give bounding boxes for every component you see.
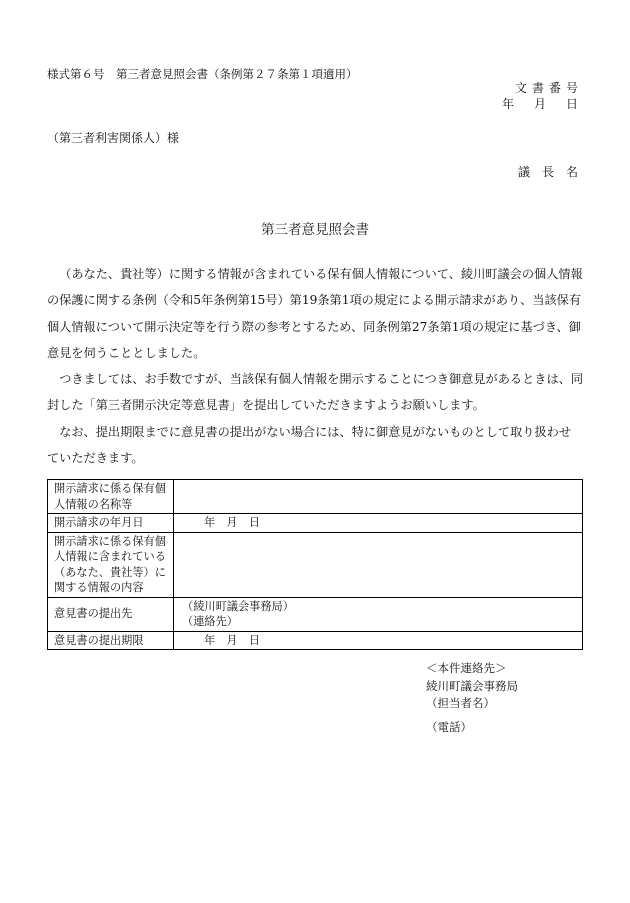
row-value-submit-to (174, 597, 583, 631)
row-value-info-name (174, 480, 583, 514)
contact-block (426, 660, 518, 736)
row-value-deadline: 年 月 日 (174, 631, 583, 650)
row-value-info-content (174, 532, 583, 597)
contact-office: 綾川町議会事務局 (426, 678, 518, 693)
row-value-request-date: 年 月 日 (174, 514, 583, 533)
document-number: 文書番号 (514, 81, 583, 95)
body-paragraph-1: （あなた、貴社等）に関する情報が含まれている保有個人情報について、綾川町議会の個人情報の保護に関する条例（令和5年条例第15号）第19条第1項の規定による開示請求があり、当該保有個人情報について開示決定等を行う際の参考とするため、同条例第27条第1項の規定に基づき、御意見を伺うこととしました。 (47, 267, 583, 360)
sender-name: 議長名 (517, 165, 590, 179)
document-date: 年 月 日 (501, 97, 582, 111)
row-label-deadline: 意見書の提出期限 (48, 631, 174, 650)
table-row (48, 532, 583, 597)
recipient: （第三者利害関係人）様 (47, 131, 180, 145)
table-row (48, 480, 583, 514)
row-label-request-date: 開示請求の年月日 (48, 514, 174, 533)
contact-phone: （電話） (426, 719, 472, 734)
submit-to-office: （綾川町議会事務局） (182, 599, 294, 613)
body-paragraph-2: つきましては、お手数ですが、当該保有個人情報を開示することにつき御意見があるときは、同封した「第三者開示決定等意見書」を提出していただきますようお願いします。 (47, 372, 584, 413)
row-label-info-name: 開示請求に係る保有個人情報の名称等 (48, 480, 174, 514)
request-info-table (47, 479, 583, 650)
table-row (48, 597, 583, 631)
table-row (48, 514, 583, 533)
row-label-info-content: 開示請求に係る保有個人情報に含まれている（あなた、貴社等）に関する情報の内容 (48, 532, 174, 597)
submit-to-contact: （連絡先） (182, 615, 238, 628)
form-identifier: 様式第６号 第三者意見照会書（条例第２７条第１項適用） (47, 67, 358, 81)
contact-person: （担当者名） (426, 696, 495, 710)
body-text (47, 261, 583, 471)
contact-heading: ＜本件連絡先＞ (426, 661, 507, 675)
row-label-submit-to: 意見書の提出先 (48, 597, 174, 631)
body-paragraph-3: なお、提出期限までに意見書の提出がない場合には、特に御意見がないものとして取り扱わせていただきます。 (47, 424, 572, 466)
document-title: 第三者意見照会書 (261, 222, 369, 238)
table-row (48, 631, 583, 650)
